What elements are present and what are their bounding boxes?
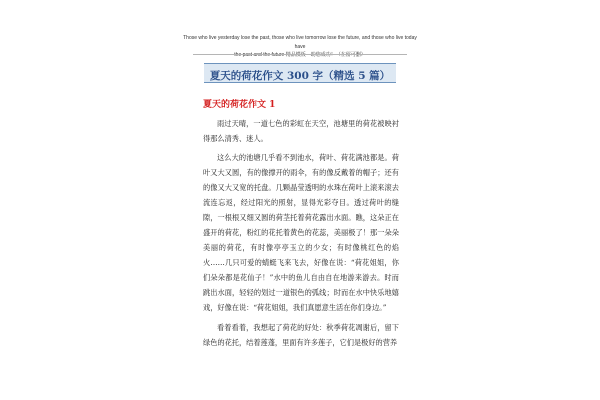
document-title: 夏天的荷花作文 300 字（精选 5 篇） (209, 70, 391, 82)
header-line-1: Those who live yesterday lose the past, those who live tomorrow lose the future, and those who live today have (183, 35, 417, 50)
document-page (183, 0, 417, 400)
header-line-2: the past and the future 精品模板 助您成功！（在留可删） (234, 52, 366, 58)
header-divider (193, 54, 407, 55)
paragraph-1: 雨过天晴，一道七色的彩虹在天空，池塘里的荷花被映衬得那么清秀、迷人。 (203, 119, 399, 143)
paragraph-3: 看着看着，我想起了荷花的好处：秋季荷花凋谢后，留下绿色的花托，结着莲蓬，里面有许多莲子，它们是极好的营养 (203, 323, 399, 347)
title-banner (204, 63, 396, 83)
section-heading: 夏天的荷花作文 1 (203, 100, 276, 110)
page-header (183, 34, 417, 60)
paragraph-2: 这么大的池塘几乎看不到池水，荷叶、荷花满池都是。荷叶又大又圆，有的像撑开的雨伞，有的像反戴着的帽子；还有的像又大又宽的托盘。几颗晶莹透明的水珠在荷叶上滚来滚去流连忘返，经过阳光的照射，显得光彩夺目。透过荷叶的缝隙，一根根又细又圆的荷茎托着荷花露出水面。瞧，这朵正在盛开的荷花，粉红的花托着黄色的花蕊，美丽极了！那一朵朵美丽的荷花，有时像亭亭玉立的少女；有时像桃红色的焰火……几只可爱的蜻蜓飞来飞去，好像在说：“荷花姐姐，你们朵朵都是花仙子！”水中的鱼儿自由自在地游来游去。时而跳出水面，轻轻的划过一道银色的弧线；时而在水中快乐地嬉戏，好像在说：“荷花姐姐，我们真愿意生活在你们身边。” (203, 153, 399, 312)
